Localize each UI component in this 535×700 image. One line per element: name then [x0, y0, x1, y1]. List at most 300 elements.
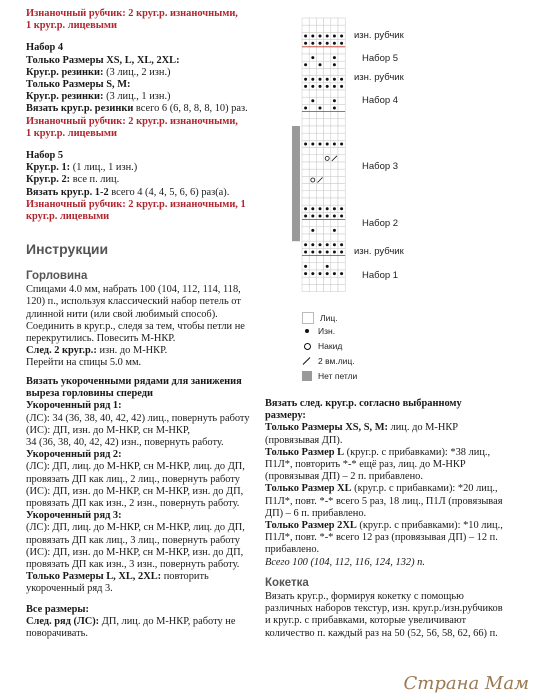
chart-cell: [302, 198, 309, 205]
chart-label-rib1: изн. рубчик: [354, 30, 404, 41]
chart-cell: [338, 277, 345, 284]
chart-cell: [309, 18, 316, 25]
set5-title: Набор 5: [26, 150, 64, 162]
chart-purl-dot: [333, 143, 336, 146]
chart-cell: [324, 148, 331, 155]
chart-cell: [309, 169, 316, 176]
chart-purl-dot: [311, 78, 314, 81]
chart-purl-dot: [333, 35, 336, 38]
chart-label-rib2: изн. рубчик: [354, 72, 404, 83]
row-text: (ЛС): 34 (36, 38, 40, 42, 42) лиц., повернуть работу: [26, 412, 250, 424]
row-tail: ДП, лиц. до М-НКР, работу не поворачивать.: [26, 615, 236, 640]
chart-cell: [316, 227, 323, 234]
legend-label: Нет петли: [318, 371, 358, 381]
chart-cell: [316, 126, 323, 133]
chart-cell: [324, 47, 331, 54]
chart-cell: [338, 220, 345, 227]
set5-line: [26, 187, 281, 199]
chart-cell: [324, 18, 331, 25]
chart-cell: [316, 263, 323, 270]
chart-cell: [302, 169, 309, 176]
chart-purl-dot: [304, 63, 307, 66]
chart-cell: [309, 133, 316, 140]
chart-purl-dot: [311, 229, 314, 232]
set5-label: Круг.р. 2:: [26, 174, 71, 186]
chart-cell: [331, 234, 338, 241]
set5-label: Вязать круг.р. 1-2: [26, 186, 109, 198]
knitting-chart: [292, 10, 432, 380]
chart-purl-dot: [304, 35, 307, 38]
legend-label: Накид: [318, 341, 343, 351]
chart-cell: [316, 68, 323, 75]
size-text: лиц. до М-НКР (провязывая ДП).: [265, 422, 459, 446]
chart-cell: [338, 112, 345, 119]
nostitch-gray-icon: [302, 371, 312, 381]
chart-cell: [316, 148, 323, 155]
neck-para: Соединить в круг.р., следя за тем, чтобы петли не перекрутились. Повесить М-НКР.: [26, 320, 245, 345]
chart-cell: [302, 184, 309, 191]
chart-cell: [309, 104, 316, 111]
chart-purl-dot: [304, 78, 307, 81]
chart-purl-dot: [319, 107, 322, 110]
set4-text: (3 лиц., 2 изн.): [103, 66, 171, 78]
legend-purl: [302, 326, 335, 336]
neck-para: [26, 345, 258, 357]
chart-cell: [338, 148, 345, 155]
chart-cell: [302, 234, 309, 241]
set5-text: все п. лиц.: [70, 174, 120, 186]
chart-cell: [331, 198, 338, 205]
chart-cell: [338, 227, 345, 234]
chart-cell: [302, 18, 309, 25]
row-text: провязать ДП как изн., 3 изн., повернуть работу.: [26, 559, 240, 571]
chart-purl-dot: [326, 251, 329, 254]
chart-purl-dot: [304, 85, 307, 88]
chart-cell: [338, 61, 345, 68]
spacer: [26, 596, 276, 604]
chart-cell: [309, 112, 316, 119]
chart-cell: [302, 148, 309, 155]
chart-cell: [338, 191, 345, 198]
chart-cell: [324, 61, 331, 68]
size-text: (круг.р. с прибавками): *20 лиц., П1Л*, повт. *-* всего 5 раз, 18 лиц., П1Л (провязывая ДП) – 6 п. прибавлено.: [265, 483, 503, 519]
chart-cell: [302, 54, 309, 61]
chart-cell: [302, 112, 309, 119]
chart-cell: [324, 169, 331, 176]
legend-label: Лиц.: [320, 313, 338, 323]
chart-purl-dot: [311, 251, 314, 254]
row-text: (ИС): ДП, изн. до М-НКР, сн М-НКР,: [26, 424, 190, 436]
chart-purl-dot: [340, 243, 343, 246]
chart-cell: [331, 162, 338, 169]
chart-purl-dot: [340, 207, 343, 210]
row-text: провязать ДП как лиц., 3 лиц., повернуть работу: [26, 534, 240, 546]
chart-purl-dot: [304, 251, 307, 254]
instructions-title: Инструкции: [26, 241, 109, 257]
row-text: 34 (36, 38, 40, 42, 42) изн., повернуть работу.: [26, 437, 224, 449]
chart-purl-dot: [340, 35, 343, 38]
chart-cell: [309, 263, 316, 270]
row-label: Только Размеры L, XL, 2XL:: [26, 571, 162, 583]
size-text: (круг.р. с прибавками): *38 лиц., П1Л*, повторить *-* ещё раз, лиц. до М-НКР (провязывая ДП) – 2 п. прибавлено.: [265, 446, 491, 483]
chart-cell: [324, 112, 331, 119]
rib-note-2: 1 круг.р. лицевыми: [26, 127, 117, 139]
chart-cell: [302, 191, 309, 198]
chart-purl-dot: [319, 243, 322, 246]
chart-cell: [302, 284, 309, 291]
neck-label: След. 2 круг.р.:: [26, 345, 97, 357]
chart-purl-dot: [333, 42, 336, 45]
set4-text: (3 лиц., 1 изн.): [103, 91, 171, 103]
chart-cell: [316, 90, 323, 97]
chart-cell: [324, 126, 331, 133]
short-rows-title: Вязать укороченными рядами для занижения выреза горловины спереди: [26, 376, 242, 400]
row-title: Укороченный ряд 2:: [26, 449, 122, 461]
spacer: [265, 569, 503, 577]
chart-label-rib3: изн. рубчик: [354, 246, 404, 257]
chart-cell: [316, 198, 323, 205]
set5-label: Круг.р. 1:: [26, 162, 71, 174]
legend-k2tog: [302, 356, 355, 366]
right-para: [265, 422, 503, 446]
chart-cell: [316, 112, 323, 119]
legend-knit: [302, 312, 338, 324]
chart-purl-dot: [333, 215, 336, 218]
chart-cell: [302, 68, 309, 75]
chart-cell: [309, 220, 316, 227]
chart-label-set3: Набор 3: [362, 161, 399, 172]
legend-label: Изн.: [318, 326, 336, 336]
chart-purl-dot: [319, 272, 322, 275]
row-text: (ИС): ДП, изн. до М-НКР, сн М-НКР, изн. до ДП,: [26, 546, 244, 558]
chart-cell: [338, 25, 345, 32]
chart-cell: [331, 277, 338, 284]
rib-note-2: круг.р. лицевыми: [26, 211, 110, 223]
chart-cell: [324, 97, 331, 104]
chart-cell: [324, 104, 331, 111]
chart-purl-dot: [326, 272, 329, 275]
chart-purl-dot: [326, 143, 329, 146]
chart-cell: [309, 126, 316, 133]
chart-cell: [309, 68, 316, 75]
rib-note: Изнаночный рубчик: 2 круг.р. изнаночными,: [26, 115, 238, 127]
chart-cell: [324, 198, 331, 205]
right-text-block: [265, 398, 503, 640]
set4-label: Круг.р. резинки:: [26, 66, 104, 78]
chart-cell: [316, 119, 323, 126]
chart-purl-dot: [326, 207, 329, 210]
chart-purl-dot: [311, 215, 314, 218]
chart-cell: [316, 169, 323, 176]
size-label: Только Размеры XS, S, M:: [265, 422, 388, 434]
chart-cell: [302, 277, 309, 284]
chart-cell: [309, 256, 316, 263]
chart-cell: [338, 47, 345, 54]
chart-cell: [338, 169, 345, 176]
chart-purl-dot: [333, 63, 336, 66]
chart-purl-dot: [340, 251, 343, 254]
chart-purl-dot: [319, 63, 322, 66]
chart-cell: [331, 126, 338, 133]
legend-label: 2 вм.лиц.: [318, 356, 355, 366]
chart-cell: [302, 97, 309, 104]
chart-purl-dot: [326, 78, 329, 81]
short-rows-section: [26, 376, 276, 640]
chart-cell: [331, 263, 338, 270]
chart-cell: [302, 119, 309, 126]
chart-purl-dot: [311, 207, 314, 210]
chart-purl-dot: [319, 251, 322, 254]
chart-purl-dot: [311, 35, 314, 38]
chart-purl-dot: [333, 85, 336, 88]
set5-line: [26, 174, 281, 186]
row-text: укороченный ряд 3.: [26, 583, 113, 595]
rib-note: Изнаночный рубчик: 2 круг.р. изнаночными, 1: [26, 198, 246, 210]
chart-cell: [324, 162, 331, 169]
chart-cell: [316, 54, 323, 61]
chart-cell: [331, 169, 338, 176]
chart-cell: [309, 198, 316, 205]
chart-cell: [338, 90, 345, 97]
chart-cell: [316, 47, 323, 54]
chart-purl-dot: [311, 272, 314, 275]
chart-cell: [309, 284, 316, 291]
chart-purl-dot: [304, 265, 307, 268]
chart-purl-dot: [333, 229, 336, 232]
chart-cell: [309, 277, 316, 284]
set4-label: Вязать круг.р. резинки: [26, 103, 134, 115]
chart-cell: [331, 176, 338, 183]
chart-purl-dot: [326, 243, 329, 246]
yoke-title: Кокетка: [265, 576, 309, 589]
row-title: Укороченный ряд 1:: [26, 400, 122, 412]
chart-cell: [316, 25, 323, 32]
chart-cell: [324, 155, 331, 162]
set5-text: (1 лиц., 1 изн.): [70, 162, 138, 174]
chart-cell: [331, 90, 338, 97]
chart-purl-dot: [340, 143, 343, 146]
chart-cell: [316, 97, 323, 104]
chart-cell: [338, 119, 345, 126]
chart-cell: [316, 256, 323, 263]
chart-cell: [302, 90, 309, 97]
chart-purl-dot: [304, 215, 307, 218]
chart-cell: [316, 155, 323, 162]
chart-cell: [302, 126, 309, 133]
chart-cell: [324, 90, 331, 97]
chart-label-set5: Набор 5: [362, 53, 399, 64]
chart-cell: [324, 284, 331, 291]
chart-cell: [331, 25, 338, 32]
right-para: [265, 520, 503, 557]
rib-note-2: 1 круг.р. лицевыми: [26, 20, 117, 32]
chart-purl-dot: [340, 85, 343, 88]
chart-label-set2: Набор 2: [362, 218, 399, 229]
right-para: [265, 447, 503, 484]
chart-purl-dot: [333, 99, 336, 102]
chart-cell: [331, 256, 338, 263]
chart-cell: [309, 47, 316, 54]
size-text: (круг.р. с прибавками): *10 лиц., П1Л*, повт. *-* всего 12 раз (провязывая ДП) – 12 п. прибавлено.: [265, 520, 503, 556]
chart-cell: [331, 191, 338, 198]
purl-dot-icon: [302, 326, 312, 336]
size-label: Только Размер L: [265, 446, 345, 458]
chart-cell: [324, 234, 331, 241]
chart-purl-dot: [340, 215, 343, 218]
chart-cell: [338, 18, 345, 25]
chart-purl-dot: [311, 243, 314, 246]
chart-cell: [331, 148, 338, 155]
chart-cell: [316, 284, 323, 291]
chart-cell: [302, 176, 309, 183]
legend-yo: [302, 341, 342, 351]
chart-cell: [324, 184, 331, 191]
neck-para: Спицами 4.0 мм, набрать 100 (104, 112, 114, 118, 120) п., используя классический набор петель от длинной нити (или свой любимый способ).: [26, 284, 241, 320]
chart-purl-dot: [333, 56, 336, 59]
chart-purl-dot: [340, 272, 343, 275]
chart-purl-dot: [326, 35, 329, 38]
chart-cell: [331, 68, 338, 75]
chart-cell: [302, 227, 309, 234]
chart-cell: [309, 90, 316, 97]
chart-cell: [324, 256, 331, 263]
yoke-para: Вязать круг.р., формируя кокетку с помощью различных наборов текстур, изн. круг.р./изн.рубчиков и круг.р. с прибавками, которые увеличивают количество п. каждый раз на 50 (52, 56, 58, 62, 66) п.: [265, 591, 503, 639]
chart-cell: [316, 220, 323, 227]
chart-cell: [331, 284, 338, 291]
chart-cell: [302, 133, 309, 140]
chart-cell: [338, 176, 345, 183]
size-label: Только Размер XL: [265, 483, 352, 495]
chart-cell: [331, 18, 338, 25]
set4-text: всего 6 (6, 8, 8, 8, 10) раз.: [133, 103, 248, 115]
neck-text: изн. до М-НКР.: [96, 345, 168, 357]
chart-purl-dot: [304, 243, 307, 246]
chart-purl-dot: [333, 207, 336, 210]
chart-cell: [316, 184, 323, 191]
chart-cell: [309, 184, 316, 191]
chart-cell: [324, 54, 331, 61]
set4-line: [26, 91, 281, 103]
chart-cell: [324, 176, 331, 183]
k2tog-slash-icon: [302, 356, 312, 366]
chart-purl-dot: [340, 78, 343, 81]
chart-label-set1: Набор 1: [362, 270, 399, 281]
chart-purl-dot: [311, 85, 314, 88]
chart-cell: [331, 119, 338, 126]
chart-purl-dot: [326, 85, 329, 88]
chart-purl-dot: [304, 107, 307, 110]
chart-cell: [302, 220, 309, 227]
total-stitches: Всего 100 (104, 112, 116, 124, 132) п.: [265, 556, 425, 568]
chart-cell: [324, 119, 331, 126]
chart-cell: [324, 220, 331, 227]
chart-purl-dot: [340, 42, 343, 45]
chart-purl-dot: [304, 207, 307, 210]
chart-cell: [338, 133, 345, 140]
chart-purl-dot: [319, 215, 322, 218]
chart-purl-dot: [311, 99, 314, 102]
chart-cell: [338, 263, 345, 270]
chart-cell: [338, 54, 345, 61]
chart-purl-dot: [304, 143, 307, 146]
chart-purl-dot: [326, 215, 329, 218]
chart-cell: [324, 277, 331, 284]
chart-cell: [316, 277, 323, 284]
chart-cell: [338, 256, 345, 263]
chart-cell: [316, 133, 323, 140]
chart-cell: [338, 184, 345, 191]
right-para: [265, 483, 503, 520]
chart-purl-dot: [319, 207, 322, 210]
row-text: (ЛС): ДП, лиц. до М-НКР, сн М-НКР, лиц. до ДП,: [26, 522, 245, 534]
watermark-logo: Страна Мам: [403, 673, 529, 694]
chart-cell: [316, 162, 323, 169]
chart-cell: [309, 61, 316, 68]
row-label: След. ряд (ЛС):: [26, 615, 100, 627]
chart-cell: [316, 191, 323, 198]
chart-nostitch-bar: [292, 126, 300, 241]
row-text: [26, 571, 276, 583]
set5-line: [26, 162, 281, 174]
chart-cell: [309, 234, 316, 241]
chart-purl-dot: [311, 143, 314, 146]
chart-cell: [309, 119, 316, 126]
chart-purl-dot: [304, 42, 307, 45]
chart-purl-dot: [319, 85, 322, 88]
chart-cell: [302, 155, 309, 162]
chart-cell: [338, 126, 345, 133]
chart-cell: [309, 25, 316, 32]
rib-note: Изнаночный рубчик: 2 круг.р. изнаночными,: [26, 8, 238, 19]
chart-cell: [338, 68, 345, 75]
set4-title: Набор 4: [26, 42, 64, 54]
left-top-block: [26, 8, 281, 223]
right-heading: Вязать след. круг.р. согласно выбранному размеру:: [265, 398, 462, 422]
chart-purl-dot: [333, 107, 336, 110]
set4-line: [26, 67, 281, 79]
row-tail: повторить: [161, 571, 209, 583]
chart-cell: [331, 47, 338, 54]
chart-purl-dot: [319, 78, 322, 81]
neck-para: Перейти на спицы 5.0 мм.: [26, 357, 142, 369]
chart-cell: [309, 162, 316, 169]
legend-nostitch: [302, 371, 357, 381]
row-title: Укороченный ряд 3:: [26, 510, 122, 522]
chart-cell: [331, 184, 338, 191]
chart-cell: [331, 112, 338, 119]
chart-purl-dot: [319, 143, 322, 146]
chart-purl-dot: [333, 251, 336, 254]
chart-cell: [338, 97, 345, 104]
chart-purl-dot: [333, 243, 336, 246]
chart-cell: [338, 198, 345, 205]
set5-text: всего 4 (4, 4, 5, 6, 6) раз(а).: [108, 186, 230, 198]
chart-cell: [324, 133, 331, 140]
set4-line: Только Размеры S, M:: [26, 79, 131, 91]
chart-cell: [302, 25, 309, 32]
chart-cell: [338, 104, 345, 111]
chart-cell: [324, 227, 331, 234]
chart-cell: [309, 155, 316, 162]
chart-cell: [324, 191, 331, 198]
knit-icon: [302, 312, 314, 324]
chart-cell: [331, 133, 338, 140]
row-text: (ЛС): ДП, лиц. до М-НКР, сн М-НКР, лиц. до ДП,: [26, 461, 245, 473]
chart-purl-dot: [326, 265, 329, 268]
yo-circle-icon: [302, 341, 312, 351]
chart-cell: [309, 176, 316, 183]
chart-cell: [338, 155, 345, 162]
